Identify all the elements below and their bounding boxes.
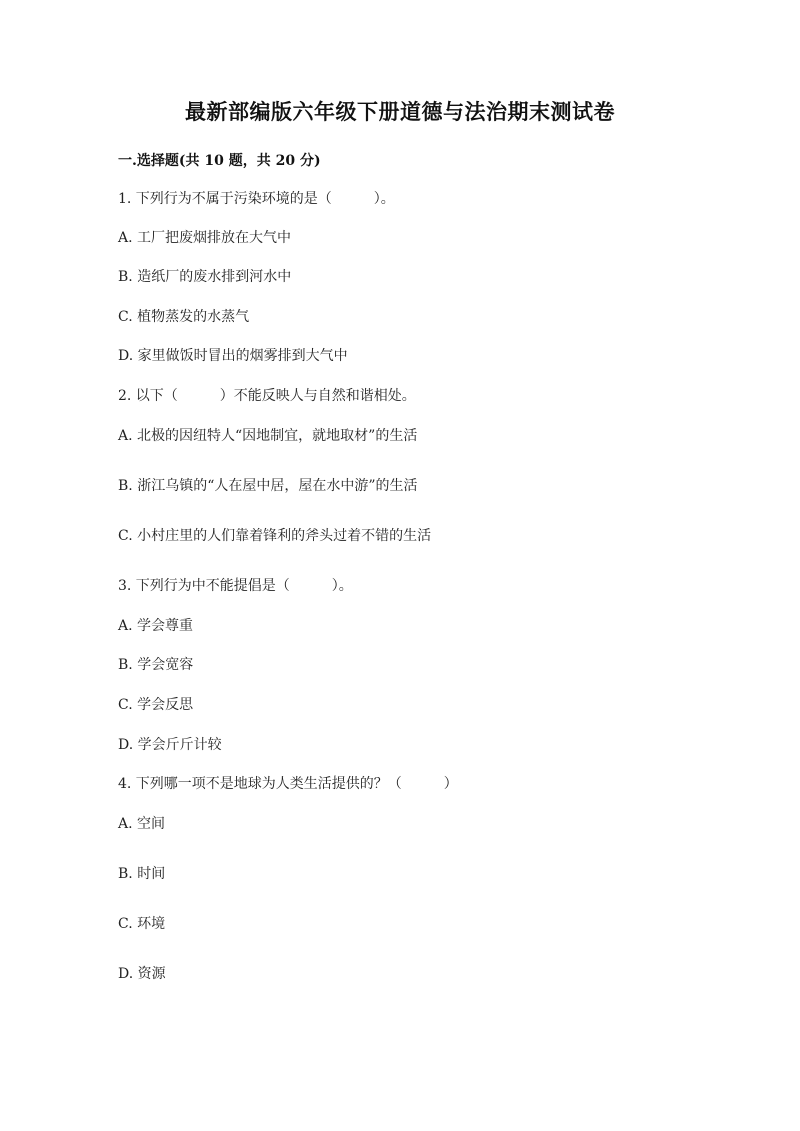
question-3-option-c: C. 学会反思 bbox=[118, 697, 194, 713]
question-1-option-b: B. 造纸厂的废水排到河水中 bbox=[118, 269, 292, 285]
question-4-option-c: C. 环境 bbox=[118, 916, 166, 932]
question-4-stem: 4. 下列哪一项不是地球为人类生活提供的？（ ） bbox=[118, 776, 458, 792]
question-3-option-b: B. 学会宽容 bbox=[118, 657, 194, 673]
question-1-stem: 1. 下列行为不属于污染环境的是（ ）。 bbox=[118, 191, 395, 207]
question-2-stem: 2. 以下（ ）不能反映人与自然和谐相处。 bbox=[118, 388, 416, 404]
question-2-option-a: A. 北极的因纽特人“因地制宜，就地取材”的生活 bbox=[118, 428, 418, 444]
question-2-option-c: C. 小村庄里的人们靠着锋利的斧头过着不错的生活 bbox=[118, 528, 432, 544]
section-heading: 一.选择题(共 10 题，共 20 分) bbox=[118, 153, 321, 169]
question-1-option-a: A. 工厂把废烟排放在大气中 bbox=[118, 230, 292, 246]
question-1-option-d: D. 家里做饭时冒出的烟雾排到大气中 bbox=[118, 348, 348, 364]
question-2-option-b: B. 浙江乌镇的“人在屋中居，屋在水中游”的生活 bbox=[118, 478, 418, 494]
question-3-stem: 3. 下列行为中不能提倡是（ ）。 bbox=[118, 578, 353, 594]
question-1-option-c: C. 植物蒸发的水蒸气 bbox=[118, 309, 250, 325]
page-title: 最新部编版六年级下册道德与法治期末测试卷 bbox=[185, 99, 615, 124]
question-4-option-d: D. 资源 bbox=[118, 966, 166, 982]
question-4-option-a: A. 空间 bbox=[118, 816, 166, 832]
question-4-option-b: B. 时间 bbox=[118, 866, 166, 882]
question-3-option-d: D. 学会斤斤计较 bbox=[118, 737, 222, 753]
question-3-option-a: A. 学会尊重 bbox=[118, 618, 194, 634]
